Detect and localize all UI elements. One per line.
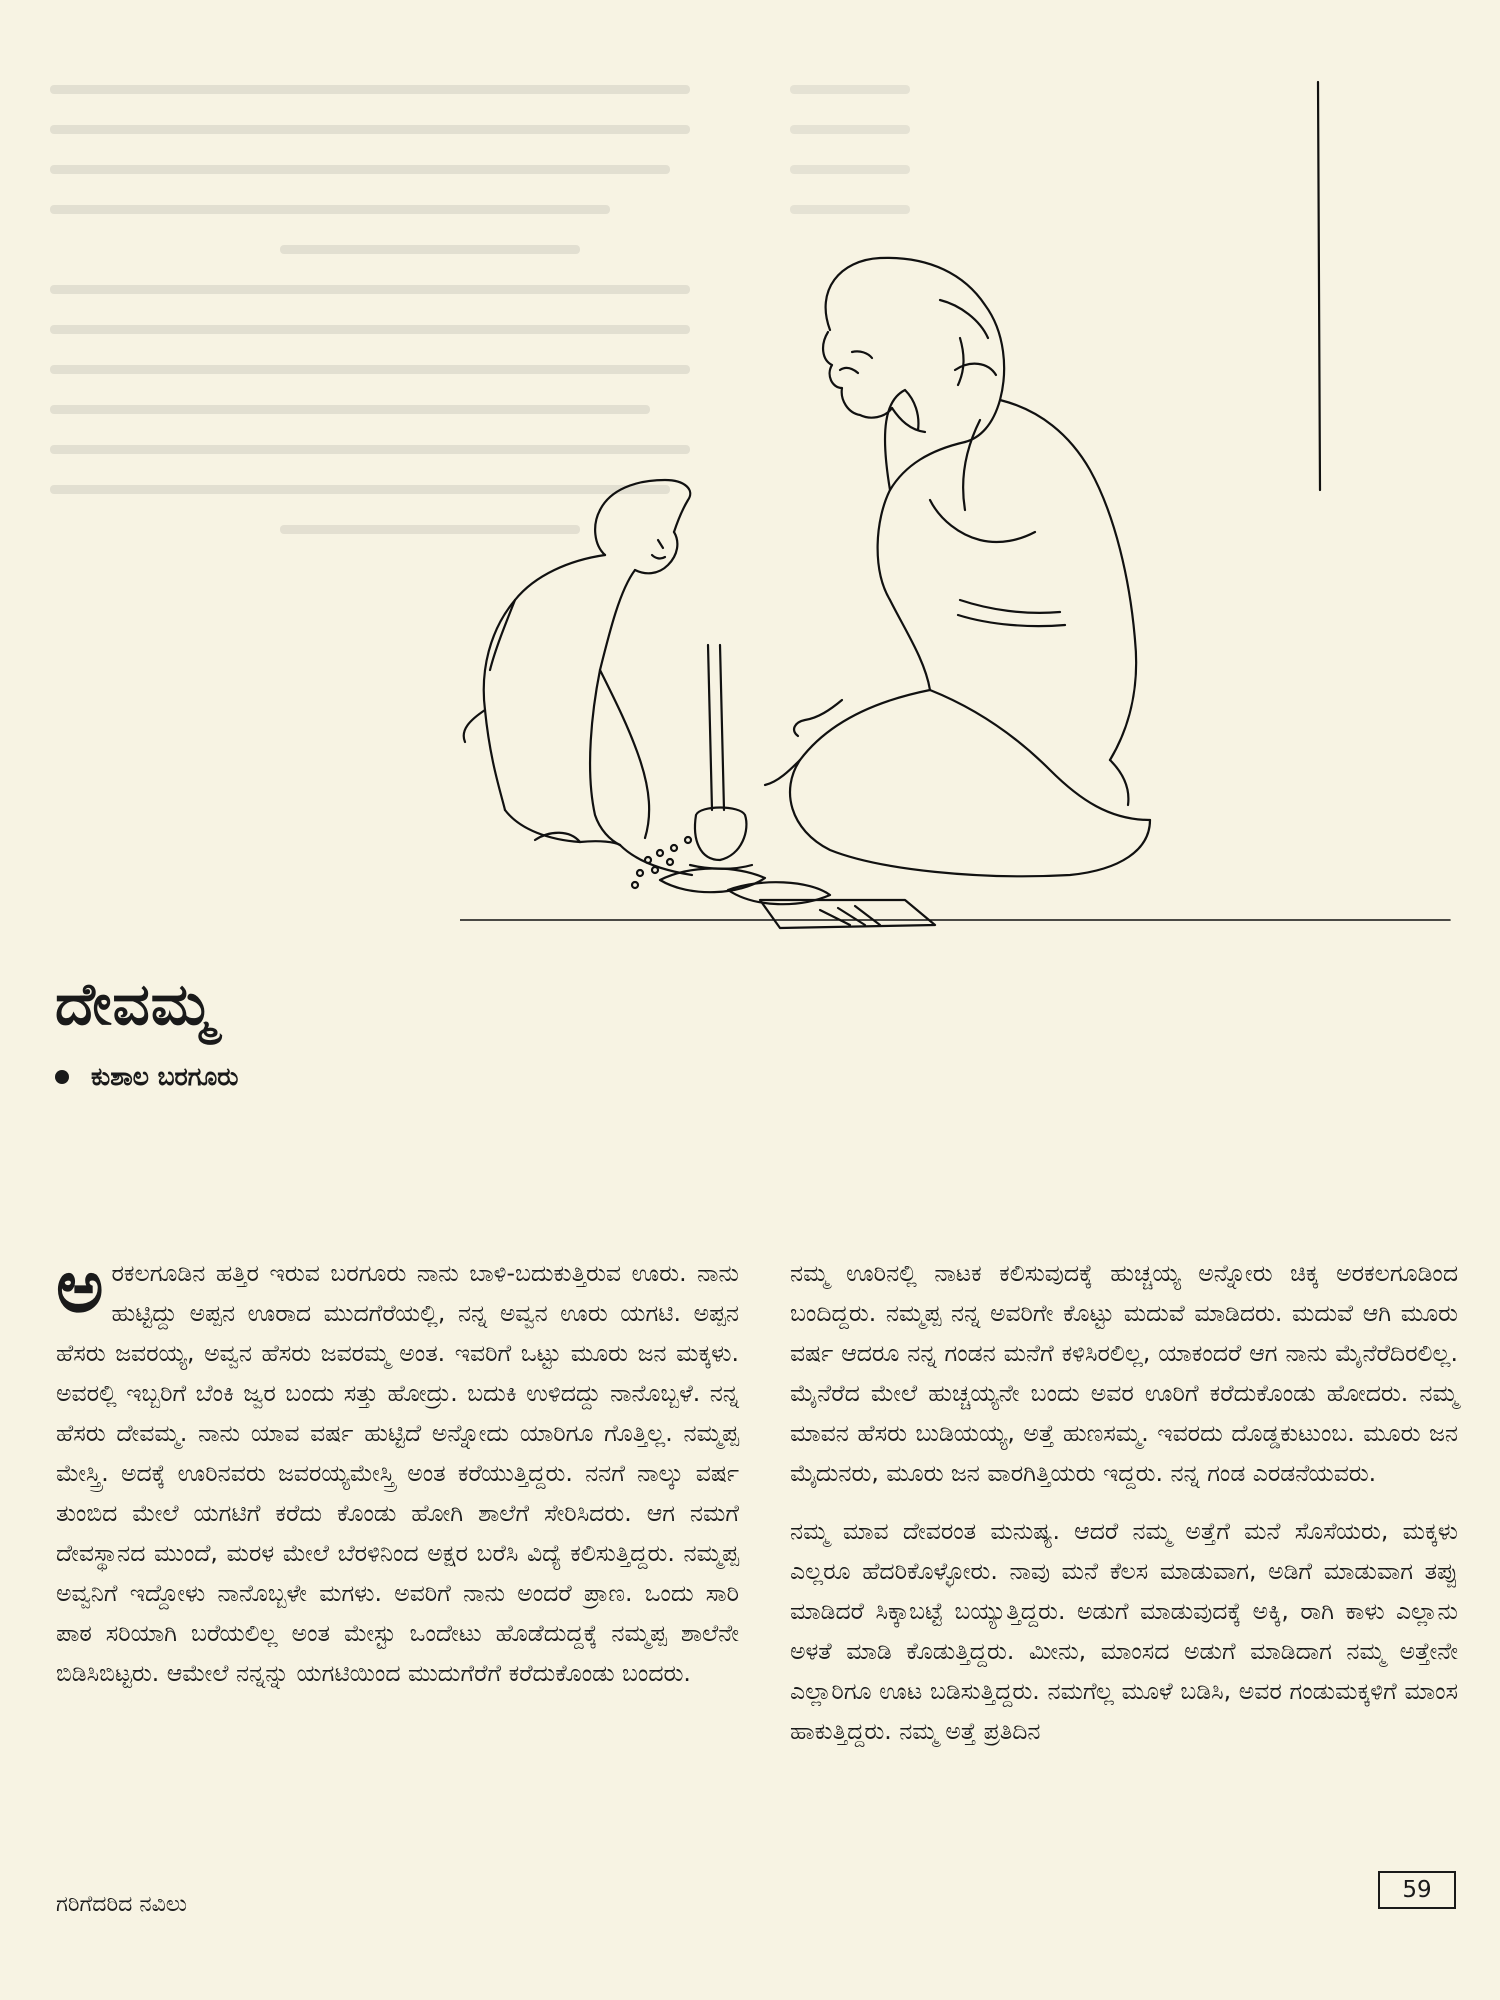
page-number: 59 — [1378, 1871, 1456, 1909]
author-name: ಕುಶಾಲ ಬರಗೂರು — [91, 1062, 239, 1091]
bullet-icon — [55, 1070, 69, 1084]
article-title: ದೇವಮ್ಮ — [55, 970, 215, 1038]
paragraph: ನಮ್ಮ ಊರಿನಲ್ಲಿ ನಾಟಕ ಕಲಿಸುವುದಕ್ಕೆ ಹುಚ್ಚಯ್ಯ ಅನ್ನೋರು ಚಿಕ್ಕ ಅರಕಲಗೂಡಿಂದ ಬಂದಿದ್ದರು. ನಮ್ಮಪ್ಪ ನನ್ನ ಅವರಿಗೇ ಕೊಟ್ಟು ಮದುವೆ ಮಾಡಿದರು. ಮದುವೆ ಆಗಿ ಮೂರು ವರ್ಷ ಆದರೂ ನನ್ನ ಗಂಡನ ಮನೆಗೆ ಕಳಿಸಿರಲಿಲ್ಲ, ಯಾಕಂದರೆ ಆಗ ನಾನು ಮೈನೆರೆದಿರಲಿಲ್ಲ. ಮೈನೆರೆದ ಮೇಲೆ ಹುಚ್ಚಯ್ಯನೇ ಬಂದು ಅವರ ಊರಿಗೆ ಕರೆದುಕೊಂಡು ಹೋದರು. ನಮ್ಮ ಮಾವನ ಹೆಸರು ಬುಡಿಯಯ್ಯ, ಅತ್ತೆ ಹುಣಸಮ್ಮ. ಇವರದು ದೊಡ್ಡಕುಟುಂಬ. ಮೂರು ಜನ ಮೈದುನರು, ಮೂರು ಜನ ವಾರಗಿತ್ತಿಯರು ಇದ್ದರು. ನನ್ನ ಗಂಡ ಎರಡನೆಯವರು. — [790, 1259, 1458, 1487]
mortar-pestle — [708, 645, 724, 810]
drop-cap: ಅ — [56, 1243, 104, 1328]
footer-book-title: ಗರಿಗೆದರಿದ ನವಿಲು — [56, 1892, 188, 1917]
illustration-elder-and-child — [460, 70, 1460, 960]
article-column-right — [790, 1253, 1458, 1769]
author-byline — [55, 1062, 238, 1092]
article-column-left — [56, 1243, 739, 1711]
paragraph: ಅರಕಲಗೂಡಿನ ಹತ್ತಿರ ಇರುವ ಬರಗೂರು ನಾನು ಬಾಳಿ-ಬದುಕುತ್ತಿರುವ ಊರು. ನಾನು ಹುಟ್ಟಿದ್ದು ಅಪ್ಪನ ಊರಾದ ಮುದಗೆರೆಯಲ್ಲಿ, ನನ್ನ ಅವ್ವನ ಊರು ಯಗಟಿ. ಅಪ್ಪನ ಹೆಸರು ಜವರಯ್ಯ, ಅವ್ವನ ಹೆಸರು ಜವರಮ್ಮ ಅಂತ. ಇವರಿಗೆ ಒಟ್ಟು ಮೂರು ಜನ ಮಕ್ಕಳು. ಅವರಲ್ಲಿ ಇಬ್ಬರಿಗೆ ಬೆಂಕಿ ಜ್ವರ ಬಂದು ಸತ್ತು ಹೋದ್ರು. ಬದುಕಿ ಉಳಿದದ್ದು ನಾನೊಬ್ಬಳೆ. ನನ್ನ ಹೆಸರು ದೇವಮ್ಮ. ನಾನು ಯಾವ ವರ್ಷ ಹುಟ್ಟಿದೆ ಅನ್ನೋದು ಯಾರಿಗೂ ಗೊತ್ತಿಲ್ಲ. ನಮ್ಮಪ್ಪ ಮೇಸ್ತ್ರಿ. ಅದಕ್ಕೆ ಊರಿನವರು ಜವರಯ್ಯಮೇಸ್ತ್ರಿ ಅಂತ ಕರೆಯುತ್ತಿದ್ದರು. ನನಗೆ ನಾಲ್ಕು ವರ್ಷ ತುಂಬಿದ ಮೇಲೆ ಯಗಟಿಗೆ ಕರೆದು ಕೊಂಡು ಹೋಗಿ ಶಾಲೆಗೆ ಸೇರಿಸಿದರು. ಆಗ ನಮಗೆ ದೇವಸ್ಥಾನದ ಮುಂದೆ, ಮರಳ ಮೇಲೆ ಬೆರಳಿನಿಂದ ಅಕ್ಷರ ಬರೆಸಿ ವಿದ್ಯೆ ಕಲಿಸುತ್ತಿದ್ದರು. ನಮ್ಮಪ್ಪ ಅವ್ವನಿಗೆ ಇದ್ದೋಳು ನಾನೊಬ್ಬಳೇ ಮಗಳು. ಅವರಿಗೆ ನಾನು ಅಂದರೆ ಪ್ರಾಣ. ಒಂದು ಸಾರಿ ಪಾಠ ಸರಿಯಾಗಿ ಬರೆಯಲಿಲ್ಲ ಅಂತ ಮೇಸ್ಟು ಒಂದೇಟು ಹೊಡೆದುದ್ದಕ್ಕೆ ನಮ್ಮಪ್ಪ ಶಾಲೆನೇ ಬಿಡಿಸಿಬಿಟ್ಟರು. ಆಮೇಲೆ ನನ್ನನ್ನು ಯಗಟಿಯಿಂದ ಮುದುಗೆರೆಗೆ ಕರೆದುಕೊಂಡು ಬಂದರು. — [56, 1243, 739, 1687]
pole-line — [1318, 82, 1320, 490]
paragraph: ನಮ್ಮ ಮಾವ ದೇವರಂತ ಮನುಷ್ಯ. ಆದರೆ ನಮ್ಮ ಅತ್ತೆಗೆ ಮನೆ ಸೊಸೆಯರು, ಮಕ್ಕಳು ಎಲ್ಲರೂ ಹೆದರಿಕೊಳ್ಳೋರು. ನಾವು ಮನೆ ಕೆಲಸ ಮಾಡುವಾಗ, ಅಡಿಗೆ ಮಾಡುವಾಗ ತಪ್ಪು ಮಾಡಿದರೆ ಸಿಕ್ಕಾಬಟ್ಟೆ ಬಯ್ಯುತ್ತಿದ್ದರು. ಅಡುಗೆ ಮಾಡುವುದಕ್ಕೆ ಅಕ್ಕಿ, ರಾಗಿ ಕಾಳು ಎಲ್ಲಾನು ಅಳತೆ ಮಾಡಿ ಕೊಡುತ್ತಿದ್ದರು. ಮೀನು, ಮಾಂಸದ ಅಡುಗೆ ಮಾಡಿದಾಗ ನಮ್ಮ ಅತ್ತೇನೇ ಎಲ್ಲಾರಿಗೂ ಊಟ ಬಡಿಸುತ್ತಿದ್ದರು. ನಮಗೆಲ್ಲ ಮೂಳೆ ಬಡಿಸಿ, ಅವರ ಗಂಡುಮಕ್ಕಳಿಗೆ ಮಾಂಸ ಹಾಕುತ್ತಿದ್ದರು. ನಮ್ಮ ಅತ್ತೆ ಪ್ರತಿದಿನ — [790, 1517, 1458, 1745]
